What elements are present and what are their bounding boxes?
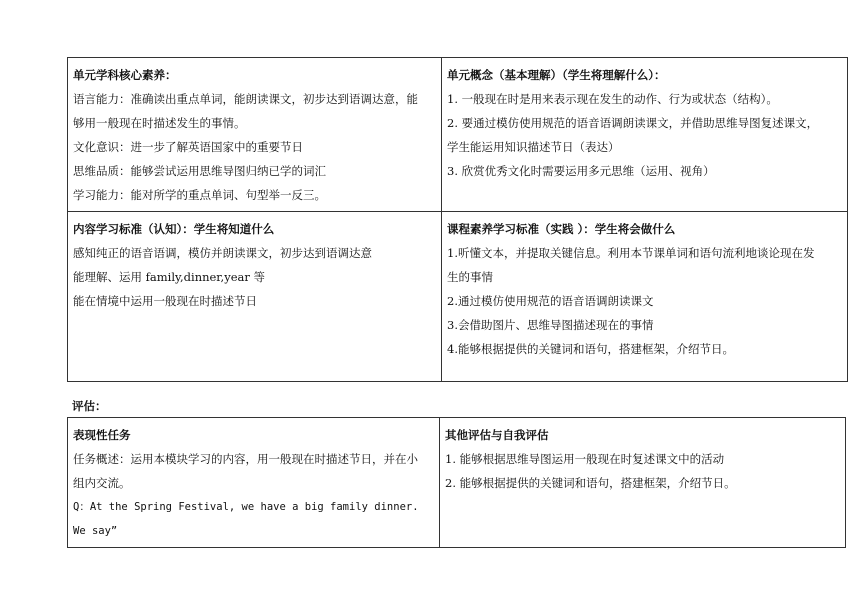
- practice-standard-line: 生的事情: [447, 270, 493, 284]
- unit-concept-line: 1. 一般现在时是用来表示现在发生的动作、行为或状态（结构）。: [447, 92, 778, 106]
- core-literacy-line: 够用一般现在时描述发生的事情。: [73, 116, 246, 130]
- core-literacy-line: 语言能力：准确读出重点单词，能朗读课文，初步达到语调达意，能: [73, 92, 418, 106]
- practice-standard-line: 4.能够根据提供的关键词和语句，搭建框架，介绍节日。: [447, 342, 734, 356]
- standards-row-2: [68, 212, 848, 382]
- practice-standard-line: 1.听懂文本，并提取关键信息。利用本节课单词和语句流利地谈论现在发: [447, 246, 815, 260]
- content-standard-title: 内容学习标准（认知）：学生将知道什么: [73, 222, 275, 236]
- core-literacy-title: 单元学科核心素养：: [73, 68, 177, 82]
- performance-task-line: 组内交流。: [73, 476, 131, 490]
- other-evaluation-cell: [440, 418, 846, 548]
- evaluation-heading: 评估：: [72, 399, 107, 413]
- unit-concept-line: 学生能运用知识描述节日（表达）: [447, 140, 620, 154]
- practice-standard-cell: [442, 212, 848, 382]
- evaluation-row: [68, 418, 846, 548]
- practice-standard-title: 课程素养学习标准（实践 ）：学生将会做什么: [447, 222, 676, 236]
- standards-row-1: [68, 58, 848, 212]
- performance-task-question: Q：At the Spring Festival, we have a big family dinner. We say”: [73, 501, 419, 537]
- core-literacy-cell: [68, 58, 442, 212]
- other-evaluation-line: 2. 能够根据提供的关键词和语句，搭建框架，介绍节日。: [445, 476, 736, 490]
- core-literacy-line: 思维品质：能够尝试运用思维导图归纳已学的词汇: [73, 164, 326, 178]
- performance-task-cell: [68, 418, 440, 548]
- evaluation-table: [67, 417, 846, 548]
- practice-standard-line: 3.会借助图片、思维导图描述现在的事情: [447, 318, 654, 332]
- unit-concept-line: 3. 欣赏优秀文化时需要运用多元思维（运用、视角）: [447, 164, 715, 178]
- content-standard-line: 能理解、运用 family,dinner,year 等: [73, 270, 266, 284]
- core-literacy-line: 文化意识：进一步了解英语国家中的重要节日: [73, 140, 303, 154]
- practice-standard-line: 2.通过模仿使用规范的语音语调朗读课文: [447, 294, 654, 308]
- core-literacy-line: 学习能力：能对所学的重点单词、句型举一反三。: [73, 188, 326, 202]
- unit-standards-table: [67, 57, 848, 382]
- performance-task-line: 任务概述：运用本模块学习的内容，用一般现在时描述节日，并在小: [73, 452, 418, 466]
- other-evaluation-title: 其他评估与自我评估: [445, 428, 549, 442]
- content-standard-line: 感知纯正的语音语调，模仿并朗读课文，初步达到语调达意: [73, 246, 372, 260]
- unit-concept-line: 2. 要通过模仿使用规范的语音语调朗读课文，并借助思维导图复述课文，: [447, 116, 819, 130]
- content-standard-cell: [68, 212, 442, 382]
- performance-task-title: 表现性任务: [73, 428, 131, 442]
- unit-concept-cell: [442, 58, 848, 212]
- other-evaluation-line: 1. 能够根据思维导图运用一般现在时复述课文中的活动: [445, 452, 725, 466]
- unit-concept-title: 单元概念（基本理解）（学生将理解什么）：: [447, 68, 666, 82]
- content-standard-line: 能在情境中运用一般现在时描述节日: [73, 294, 257, 308]
